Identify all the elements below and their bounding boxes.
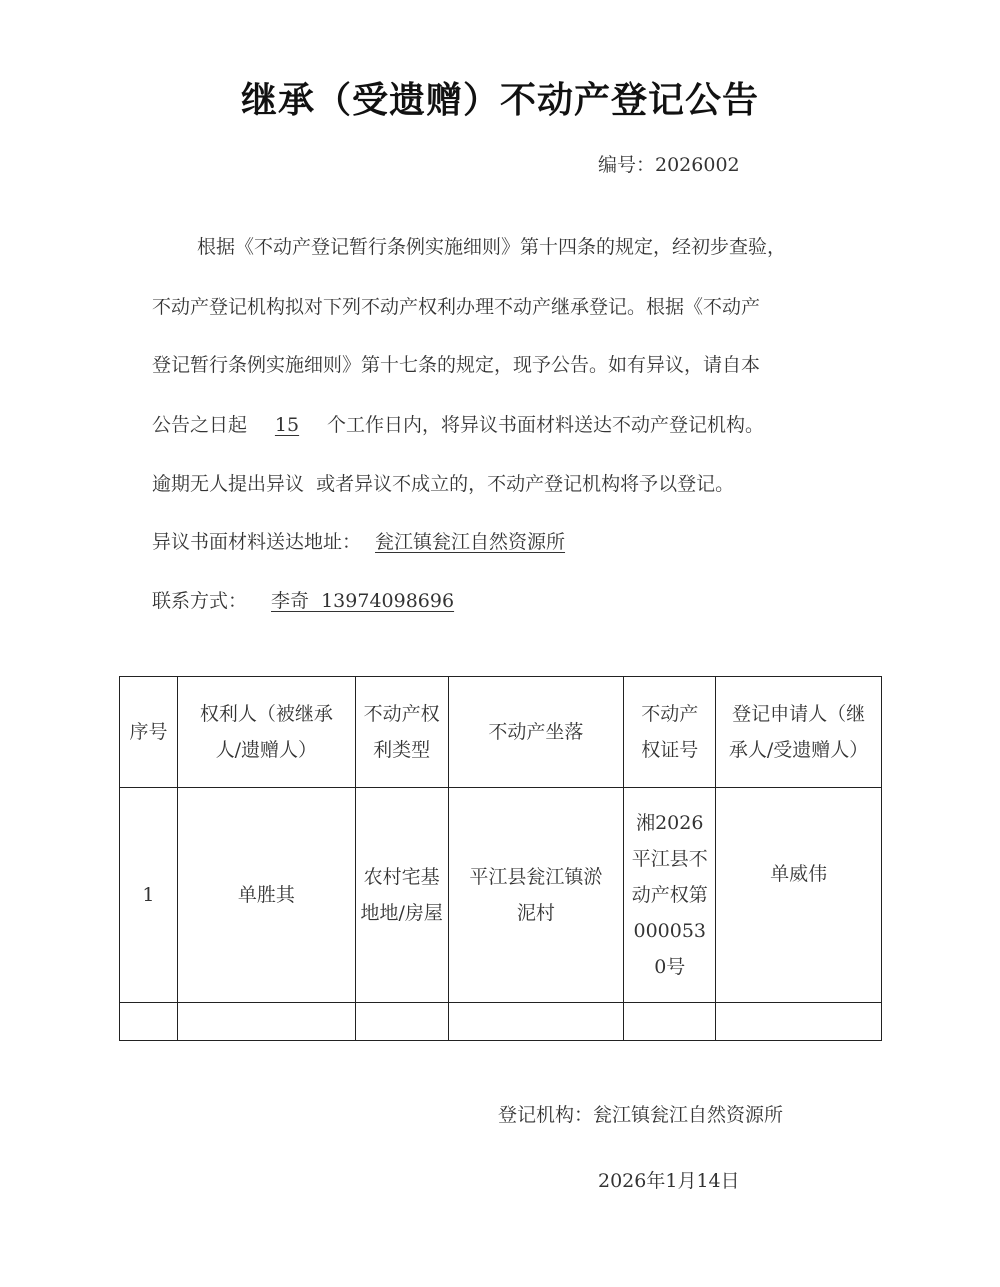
page-title: 继承（受遗赠）不动产登记公告 xyxy=(240,80,759,121)
objection-days: 15 xyxy=(274,414,300,436)
cell-no: 1 xyxy=(120,788,178,1003)
body-line-4 xyxy=(152,410,764,437)
header-no: 序号 xyxy=(120,677,178,788)
cell-applicant: 单威伟 xyxy=(716,788,882,1003)
body-line-5: 逾期无人提出异议 或者异议不成立的，不动产登记机构将予以登记。 xyxy=(152,473,735,495)
header-applicant: 登记申请人（继承人/受遗赠人） xyxy=(716,677,882,788)
table-empty-row xyxy=(120,1003,882,1041)
header-type: 不动产权利类型 xyxy=(355,677,448,788)
header-holder: 权利人（被继承人/遗赠人） xyxy=(177,677,355,788)
body-line-4-prefix: 公告之日起 xyxy=(152,414,248,436)
body-line-2: 不动产登记机构拟对下列不动产权利办理不动产继承登记。根据《不动产 xyxy=(152,296,761,318)
table-header-row xyxy=(120,677,882,788)
contact-line xyxy=(152,586,454,613)
contact-label: 联系方式： xyxy=(152,590,248,612)
body-line-4-suffix: 个工作日内，将异议书面材料送达不动产登记机构。 xyxy=(327,414,765,436)
cell-location: 平江县瓮江镇淤泥村 xyxy=(448,788,624,1003)
body-line-3: 登记暂行条例实施细则》第十七条的规定，现予公告。如有异议，请自本 xyxy=(152,354,761,376)
cell-cert: 湘2026平江县不动产权第0000530号 xyxy=(624,788,716,1003)
registration-agency: 登记机构：瓮江镇瓮江自然资源所 xyxy=(498,1104,784,1126)
body-line-1: 根据《不动产登记暂行条例实施细则》第十四条的规定，经初步查验， xyxy=(197,236,787,258)
notice-date: 2026年1月14日 xyxy=(598,1170,740,1192)
cell-holder: 单胜其 xyxy=(177,788,355,1003)
header-cert: 不动产权证号 xyxy=(624,677,716,788)
serial-number: 编号：2026002 xyxy=(598,154,740,176)
cell-type: 农村宅基地地/房屋 xyxy=(355,788,448,1003)
address-label: 异议书面材料送达地址： xyxy=(152,531,362,553)
address-value: 瓮江镇瓮江自然资源所 xyxy=(375,531,566,553)
header-location: 不动产坐落 xyxy=(448,677,624,788)
contact-value: 李奇 13974098696 xyxy=(271,590,455,612)
address-line xyxy=(152,527,565,554)
registration-table xyxy=(119,676,882,1041)
table-row xyxy=(120,788,882,1003)
